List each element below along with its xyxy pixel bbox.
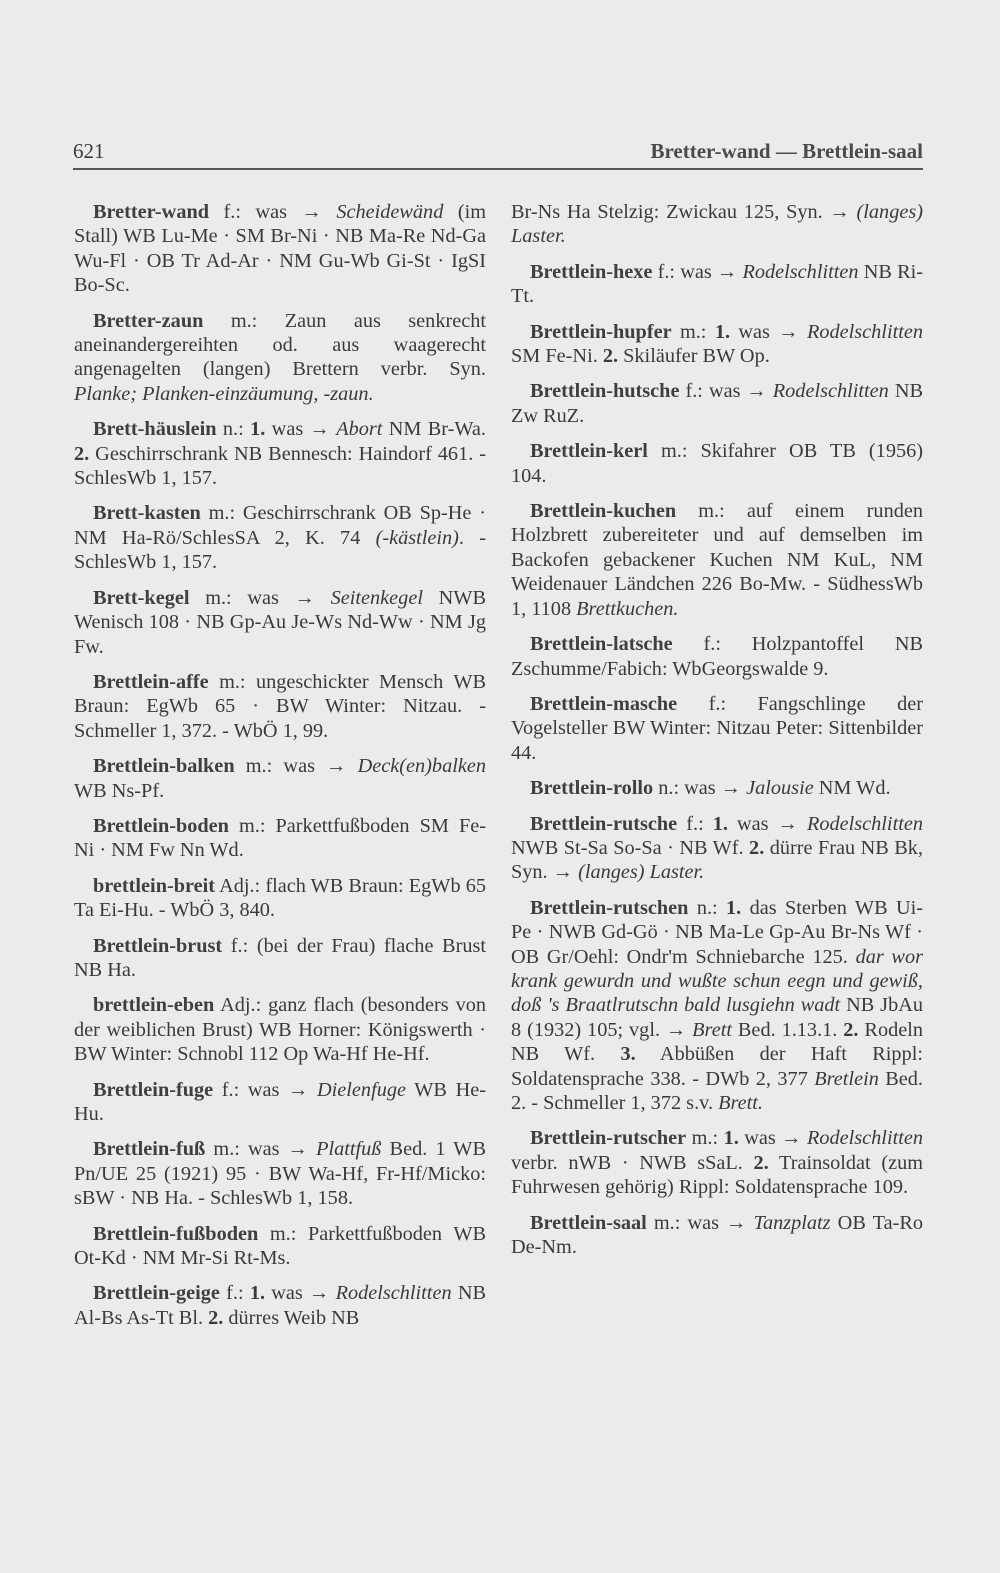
dictionary-entry xyxy=(511,1211,923,1260)
entry-italic-text: Tanzplatz xyxy=(753,1211,831,1234)
entry-headword: Brettlein-latsche xyxy=(530,633,673,656)
entry-headword: Brettlein-hupfer xyxy=(530,320,672,343)
entry-headword: Brett-kegel xyxy=(93,586,190,609)
entry-text: f.: Holzpantoffel NB Zschumme/Fabich: WbGeorgswalde 9. xyxy=(511,633,923,680)
dictionary-entry xyxy=(74,586,486,659)
dictionary-entry xyxy=(511,776,923,800)
sense-number: 2. xyxy=(208,1306,224,1329)
sense-number: 2. xyxy=(74,442,90,465)
entry-text: Skiläufer BW Op. xyxy=(618,345,770,368)
entry-headword: Brettlein-boden xyxy=(93,814,229,837)
entry-text: Rodeln NB Wf. xyxy=(511,1018,924,1066)
entry-text: n.: was → xyxy=(653,777,747,800)
entry-text: m.: xyxy=(686,1127,724,1150)
entry-italic-text: Abort xyxy=(336,418,383,441)
entry-italic-text: Rodelschlitten xyxy=(806,1127,923,1150)
sense-number: 1. xyxy=(250,418,266,441)
dictionary-entry xyxy=(74,1222,486,1271)
entry-italic-text: (langes) Laster. xyxy=(511,201,923,248)
running-title: Bretter-wand — Brettlein-saal xyxy=(650,139,923,163)
entry-text: m.: ungeschickter Mensch WB Braun: EgWb 65 · BW Winter: Nitzau. - Schmeller 1, 372. - WbÖ 1, 99. xyxy=(74,670,486,742)
entry-text: (im Stall) WB Lu-Me · SM Br-Ni · NB Ma-Re Nd-Ga Wu-Fl · OB Tr Ad-Ar · NM Gu-Wb Gi-St · IgSI Bo-Sc. xyxy=(74,201,487,297)
entry-headword: Brettlein-brust xyxy=(93,934,223,957)
entry-text: Bed. 2. - Schmeller 1, 372 s.v. xyxy=(511,1067,924,1114)
entry-italic-text: (-kästlein) xyxy=(375,526,459,549)
entry-text: m.: Skifahrer OB TB (1956) 104. xyxy=(511,440,923,487)
dictionary-entry xyxy=(511,896,923,1116)
dictionary-entry xyxy=(74,754,486,803)
entry-italic-text: Plattfuß xyxy=(316,1138,382,1161)
sense-number: 2. xyxy=(843,1018,859,1041)
entry-italic-text: Scheidewänd xyxy=(336,201,444,223)
dictionary-entry xyxy=(511,260,923,309)
entry-headword: brettlein-eben xyxy=(93,994,215,1017)
dictionary-entry xyxy=(511,499,923,621)
entry-text: dürres Weib NB xyxy=(223,1306,360,1329)
dictionary-entry xyxy=(511,379,923,428)
entry-italic-text: Dielenfuge xyxy=(317,1078,406,1101)
dictionary-entry xyxy=(74,417,486,490)
dictionary-entry xyxy=(511,439,923,488)
entry-italic-text: Rodelschlitten xyxy=(806,812,923,835)
entry-italic-text: Planke; Planken-einzäumung, -zaun. xyxy=(74,382,374,405)
entry-text: Br-Ns Ha Stelzig: Zwickau 125, Syn. → xyxy=(511,201,857,223)
entry-text: WB He-Hu. xyxy=(74,1078,486,1125)
entry-headword: Brettlein-rutsche xyxy=(530,812,678,835)
dictionary-entry xyxy=(74,1078,486,1127)
entry-headword: Brettlein-fuge xyxy=(93,1078,214,1101)
entry-text: n.: xyxy=(688,896,727,919)
entry-text: m.: was → xyxy=(234,755,358,778)
entry-headword: Brett-kasten xyxy=(93,502,201,525)
sense-number: 1. xyxy=(712,812,728,835)
entry-text: was → xyxy=(730,320,807,343)
dictionary-entry xyxy=(74,1137,486,1210)
dictionary-entry xyxy=(74,501,486,574)
entry-text: NM Br-Wa. xyxy=(382,418,486,441)
entry-text: NWB St-Sa So-Sa · NB Wf. xyxy=(511,836,750,859)
dictionary-entry xyxy=(511,200,923,249)
entry-text: m.: Zaun aus senkrecht aneinandergereihten od. aus waagerecht angenagelten (langen) Brettern verbr. Syn. xyxy=(74,309,486,381)
header-rule xyxy=(73,168,923,170)
entry-headword: Brettlein-saal xyxy=(530,1211,647,1234)
entry-text: f.: xyxy=(677,812,713,835)
entry-italic-text: Brettkuchen. xyxy=(576,597,679,620)
sense-number: 2. xyxy=(753,1151,769,1174)
entry-text: Bed. 1 WB Pn/UE 25 (1921) 95 · BW Wa-Hf, Fr-Hf/Micko: sBW · NB Ha. - SchlesWb 1, 158. xyxy=(74,1138,486,1210)
dictionary-entry xyxy=(74,309,486,407)
sense-number: 1. xyxy=(714,320,731,343)
entry-headword: Brettlein-affe xyxy=(93,670,209,693)
entry-italic-text: Jalousie xyxy=(746,777,814,800)
dictionary-entry xyxy=(511,1126,923,1199)
entry-headword: Brettlein-kerl xyxy=(530,440,648,463)
entry-headword: Brettlein-hutsche xyxy=(530,380,680,403)
left-column xyxy=(74,200,486,1341)
sense-number: 2. xyxy=(749,836,765,859)
entry-text: n.: xyxy=(216,418,251,441)
entry-headword: Brettlein-rutschen xyxy=(530,896,689,919)
entry-italic-text: Bretlein xyxy=(814,1067,879,1090)
entry-text: OB Ta-Ro De-Nm. xyxy=(511,1211,923,1259)
page-header xyxy=(73,136,923,170)
entry-text: m.: auf einem runden Holzbrett zubereiteter und auf demselben im Backofen gebackener Kuchen NM KuL, NM Weidenauer Ländchen 226 Bo-Mw. - SüdhessWb 1, 1108 xyxy=(511,500,923,620)
sense-number: 2. xyxy=(602,345,619,368)
dictionary-entry xyxy=(74,670,486,743)
entry-headword: Bretter-wand xyxy=(93,201,210,223)
entry-italic-text: Rodelschlitten xyxy=(772,380,889,403)
entry-headword: Brettlein-geige xyxy=(93,1282,220,1305)
entry-text: m.: xyxy=(671,320,715,343)
entry-text: SM Fe-Ni. xyxy=(511,345,603,368)
dictionary-entry xyxy=(511,692,923,765)
entry-text: m.: Parkettfußboden SM Fe-Ni · NM Fw Nn Wd. xyxy=(74,814,486,862)
entry-text: m.: Parkettfußboden WB Ot-Kd · NM Mr-Si Rt-Ms. xyxy=(74,1222,486,1270)
entry-text: was → xyxy=(738,1127,807,1150)
entry-text: m.: Geschirrschrank OB Sp-He · NM Ha-Rö/SchlesSA 2, K. 74 xyxy=(74,502,486,549)
right-column xyxy=(511,200,923,1270)
entry-headword: Brettlein-kuchen xyxy=(530,500,677,523)
entry-text: verbr. nWB · NWB sSaL. xyxy=(511,1151,754,1174)
dictionary-entry xyxy=(74,874,486,923)
entry-headword: Brettlein-rollo xyxy=(530,777,654,800)
entry-text: Trainsoldat (zum Fuhrwesen gehörig) Rippl: Soldatensprache 109. xyxy=(511,1151,923,1199)
entry-headword: Brett-häuslein xyxy=(93,418,217,441)
entry-text: m.: was → xyxy=(646,1211,754,1234)
entry-italic-text: (langes) Laster. xyxy=(578,861,705,884)
entry-text: Adj.: flach WB Braun: EgWb 65 Ta Ei-Hu. - WbÖ 3, 840. xyxy=(74,874,486,922)
entry-headword: Brettlein-rutscher xyxy=(530,1127,687,1150)
dictionary-entry xyxy=(74,200,486,298)
entry-text: was → xyxy=(265,418,337,441)
entry-text: Abbüßen der Haft Rippl: Soldatensprache 338. - DWb 2, 377 xyxy=(511,1043,923,1090)
dictionary-entry xyxy=(511,632,923,681)
dictionary-entry xyxy=(511,320,923,369)
entry-text: dürre Frau NB Bk, Syn. → xyxy=(511,836,924,884)
sense-number: 3. xyxy=(620,1043,636,1066)
entry-text: Bed. 1.13.1. xyxy=(731,1018,844,1041)
entry-italic-text: Seitenkegel xyxy=(330,586,423,609)
entry-headword: Brettlein-fußboden xyxy=(93,1222,259,1245)
entry-text: das Sterben WB Ui-Pe · NWB Gd-Gö · NB Ma-Le Gp-Au Br-Ns Wf · OB Gr/Oehl: Ondr'm Schniebarche 125. xyxy=(511,896,923,968)
dictionary-entry xyxy=(74,993,486,1066)
entry-text: f.: Fangschlinge der Vogelsteller BW Winter: Nitzau Peter: Sittenbilder 44. xyxy=(511,692,923,764)
entry-text: f.: was → xyxy=(209,201,337,223)
entry-headword: Brettlein-masche xyxy=(530,692,678,715)
entry-text: NB Zw RuZ. xyxy=(511,380,923,427)
entry-text: WB Ns-Pf. xyxy=(74,779,165,802)
entry-text: Geschirrschrank NB Bennesch: Haindorf 461. - SchlesWb 1, 157. xyxy=(74,442,486,490)
entry-italic-text: Rodelschlitten xyxy=(806,320,923,343)
entry-italic-text: Brett xyxy=(692,1018,732,1041)
dictionary-entry xyxy=(74,814,486,863)
entry-text: was → xyxy=(265,1282,336,1305)
entry-text: Adj.: ganz flach (besonders von der weiblichen Brust) WB Horner: Königswerth · BW Winter: Schnobl 112 Op Wa-Hf He-Hf. xyxy=(74,994,486,1066)
entry-text: f.: was → xyxy=(652,260,743,283)
entry-italic-text: Deck(en)balken xyxy=(357,755,486,778)
entry-headword: Bretter-zaun xyxy=(93,309,204,332)
entry-text: was → xyxy=(727,812,807,835)
entry-headword: Brettlein-balken xyxy=(93,755,235,778)
dictionary-entry xyxy=(74,1281,486,1330)
entry-text: NB Ri-Tt. xyxy=(511,260,924,308)
entry-text: NM Wd. xyxy=(813,777,891,800)
entry-text: f.: was → xyxy=(679,380,773,403)
sense-number: 1. xyxy=(723,1127,739,1150)
dictionary-entry xyxy=(74,934,486,983)
entry-italic-text: Rodelschlitten xyxy=(335,1282,452,1305)
entry-italic-text: dar wor krank gewurdn und wußte schun eegn und gewiß, doß 's Braatlrutschn bald lusgiehn wadt xyxy=(511,945,923,1017)
entry-text: m.: was → xyxy=(189,586,331,609)
entry-headword: brettlein-breit xyxy=(93,874,216,897)
entry-text: NB Al-Bs As-Tt Bl. xyxy=(74,1282,486,1329)
entry-text: . - SchlesWb 1, 157. xyxy=(74,526,486,574)
page-number: 621 xyxy=(73,139,105,163)
entry-headword: Brettlein-fuß xyxy=(93,1138,206,1161)
dictionary-entry xyxy=(511,812,923,885)
entry-text: f.: was → xyxy=(213,1078,318,1101)
entry-italic-text: Rodelschlitten xyxy=(742,260,859,283)
entry-text: f.: (bei der Frau) flache Brust NB Ha. xyxy=(74,934,486,981)
sense-number: 1. xyxy=(726,896,742,919)
entry-text: NB JbAu 8 (1932) 105; vgl. → xyxy=(511,994,924,1041)
entry-text: m.: was → xyxy=(205,1138,317,1161)
sense-number: 1. xyxy=(249,1282,266,1305)
entry-italic-text: Brett. xyxy=(718,1092,763,1114)
entry-headword: Brettlein-hexe xyxy=(530,260,653,283)
entry-text: NWB Wenisch 108 · NB Gp-Au Je-Ws Nd-Ww · NM Jg Fw. xyxy=(74,586,486,658)
entry-text: f.: xyxy=(219,1282,250,1305)
